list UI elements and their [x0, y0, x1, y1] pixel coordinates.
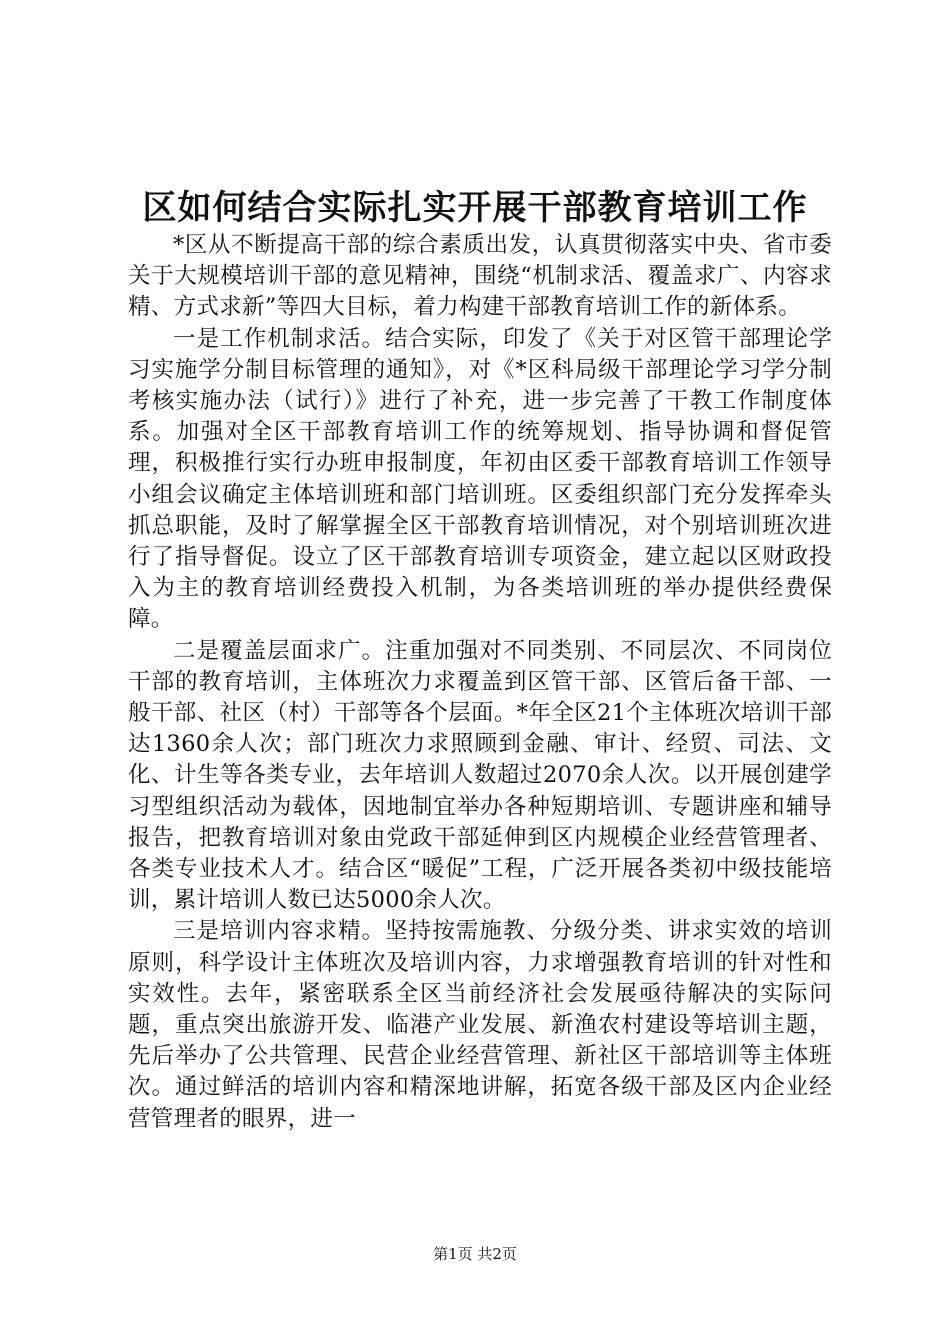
paragraph-mechanism: 一是工作机制求活。结合实际，印发了《关于对区管干部理论学习实施学分制目标管理的通知》，对《*区科局级干部理论学习学分制考核实施办法（试行）》进行了补充，进一步完善了干教工作制度体系。加强对全区干部教育培训工作的统筹规划、指导协调和督促管理，积极推行实行办班申报制度，年初由区委干部教育培训工作领导小组会议确定主体培训班和部门培训班。区委组织部门充分发挥牵头抓总职能，及时了解掌握全区干部教育培训情况，对个别培训班次进行了指导督促。设立了区干部教育培训专项资金，建立起以区财政投入为主的教育培训经费投入机制，为各类培训班的举办提供经费保障。 [128, 325, 832, 633]
document-body [128, 230, 832, 1135]
page-number-footer: 第1页 共2页 [433, 1245, 517, 1263]
paragraph-content: 三是培训内容求精。坚持按需施教、分级分类、讲求实效的培训原则，科学设计主体班次及培训内容，力求增强教育培训的针对性和实效性。去年，紧密联系全区当前经济社会发展亟待解决的实际问题，重点突出旅游开发、临港产业发展、新渔农村建设等培训主题，先后举办了公共管理、民营企业经营管理、新社区干部培训等主体班次。通过鲜活的培训内容和精深地讲解，拓宽各级干部及区内企业经营管理者的眼界，进一 [128, 918, 832, 1132]
paragraph-intro: *区从不断提高干部的综合素质出发，认真贯彻落实中央、省市委关于大规模培训干部的意见精神，围绕“机制求活、覆盖求广、内容求精、方式求新”等四大目标，着力构建干部教育培训工作的新体系。 [128, 232, 832, 321]
paragraph-coverage: 二是覆盖层面求广。注重加强对不同类别、不同层次、不同岗位干部的教育培训，主体班次力求覆盖到区管干部、区管后备干部、一般干部、社区（村）干部等各个层面。*年全区21个主体班次培训干部达1360余人次；部门班次力求照顾到金融、审计、经贸、司法、文化、计生等各类专业，去年培训人数超过2070余人次。以开展创建学习型组织活动为载体，因地制宜举办各种短期培训、专题讲座和辅导报告，把教育培训对象由党政干部延伸到区内规模企业经营管理者、各类专业技术人才。结合区“暖促”工程，广泛开展各类初中级技能培训，累计培训人数已达5000余人次。 [128, 637, 832, 914]
document-title: 区如何结合实际扎实开展干部教育培训工作 [142, 188, 808, 228]
